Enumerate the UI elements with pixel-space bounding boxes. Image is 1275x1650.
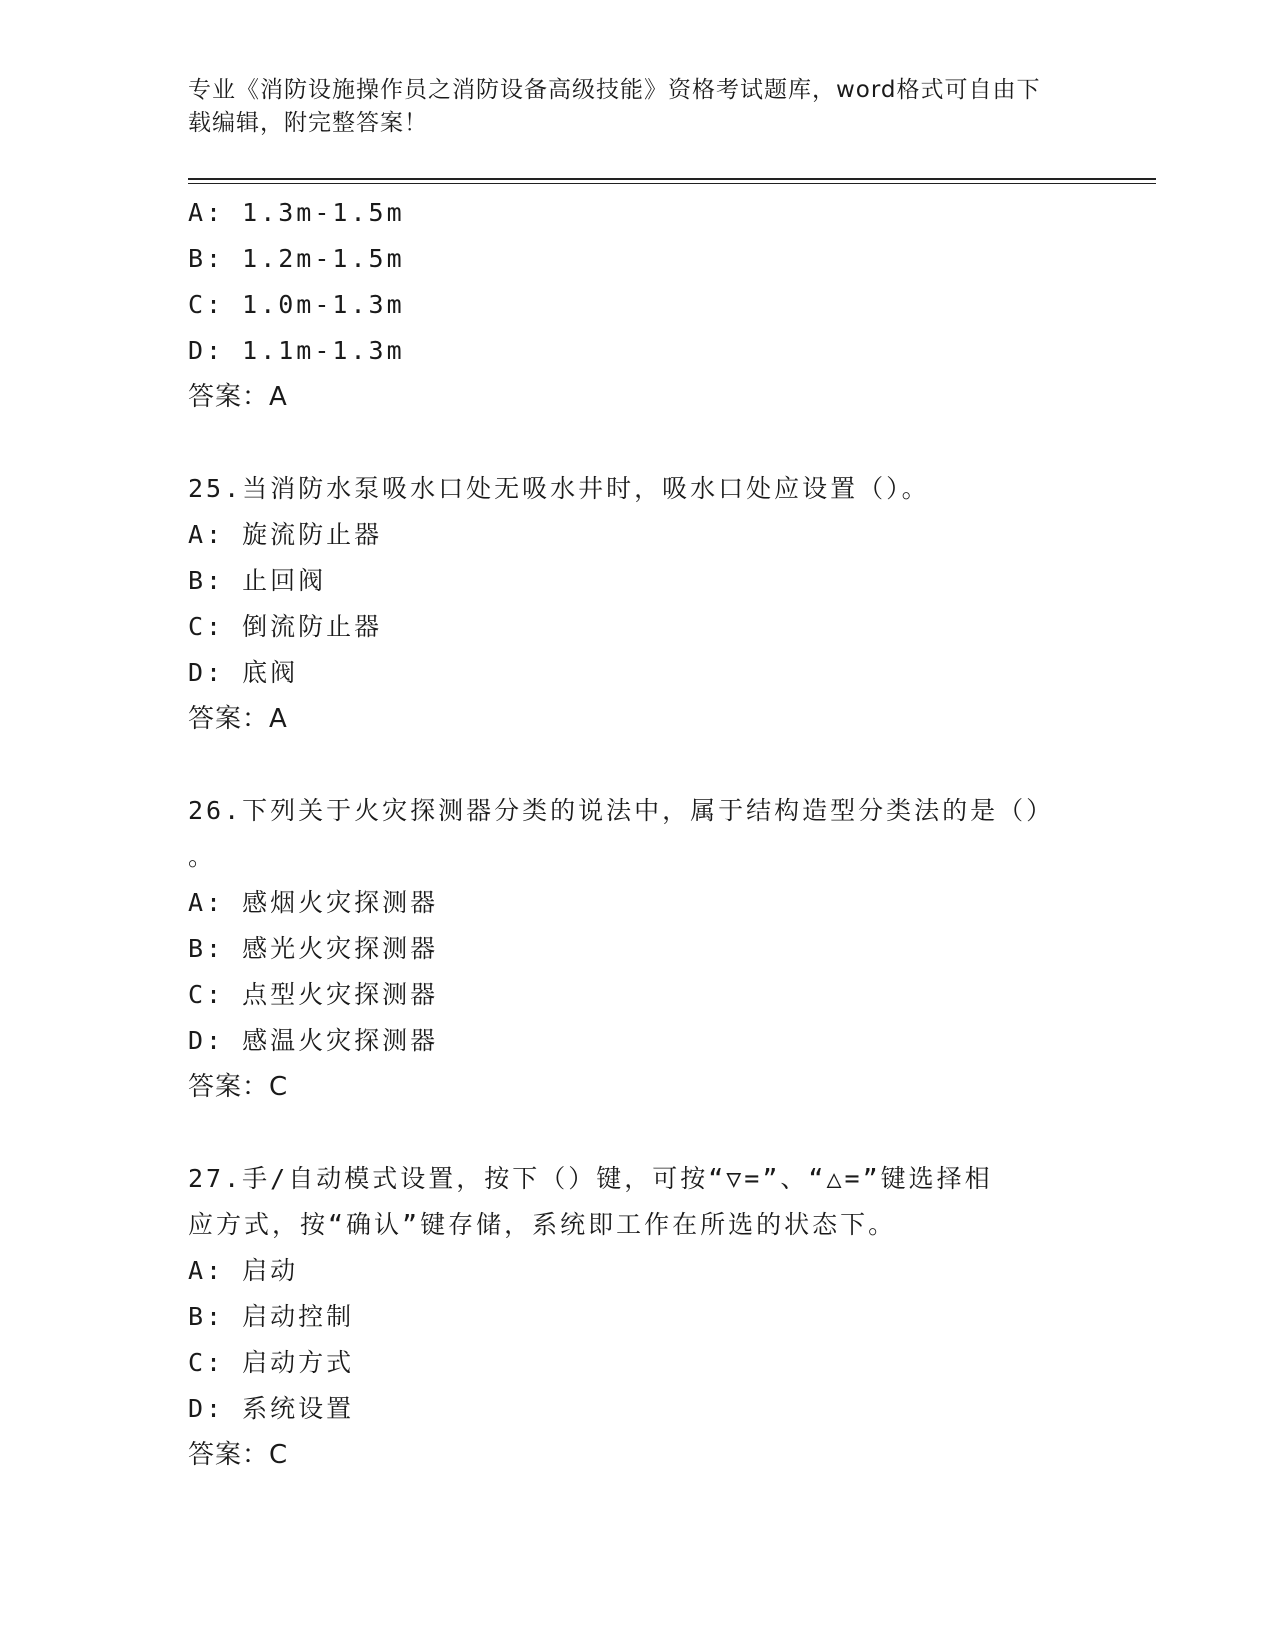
option-c: C: 倒流防止器 xyxy=(188,612,383,641)
option-c: C: 1.0m-1.3m xyxy=(188,290,405,319)
header-line-2: 载编辑，附完整答案！ xyxy=(188,110,428,136)
question-26 xyxy=(188,788,1068,1110)
answer: 答案：A xyxy=(188,704,288,734)
spacer xyxy=(188,1110,1068,1156)
option-a: A: 旋流防止器 xyxy=(188,520,383,549)
option-a: A: 感烟火灾探测器 xyxy=(188,888,439,917)
question-24 xyxy=(188,190,1068,420)
option-d: D: 系统设置 xyxy=(188,1394,355,1423)
answer: 答案：A xyxy=(188,382,288,412)
spacer xyxy=(188,420,1068,466)
answer: 答案：C xyxy=(188,1072,289,1102)
header-line-1: 专业《消防设施操作员之消防设备高级技能》资格考试题库，word格式可自由下 xyxy=(188,77,1041,103)
question-text-line-1: 26.下列关于火灾探测器分类的说法中，属于结构造型分类法的是（） xyxy=(188,796,1055,825)
question-text: 25.当消防水泵吸水口处无吸水井时，吸水口处应设置（）。 xyxy=(188,474,930,503)
option-d: D: 底阀 xyxy=(188,658,299,687)
option-a: A: 1.3m-1.5m xyxy=(188,198,405,227)
answer: 答案：C xyxy=(188,1440,289,1470)
option-d: D: 1.1m-1.3m xyxy=(188,336,405,365)
spacer xyxy=(188,742,1068,788)
document-header xyxy=(188,74,1068,140)
header-divider-thin xyxy=(188,183,1156,184)
question-list xyxy=(188,190,1068,1478)
question-text-line-2: 应方式，按“确认”键存储，系统即工作在所选的状态下。 xyxy=(188,1210,897,1239)
option-c: C: 点型火灾探测器 xyxy=(188,980,439,1009)
option-b: B: 1.2m-1.5m xyxy=(188,244,405,273)
option-b: B: 止回阀 xyxy=(188,566,327,595)
question-text-line-2: 。 xyxy=(188,842,217,871)
question-25 xyxy=(188,466,1068,742)
option-b: B: 启动控制 xyxy=(188,1302,355,1331)
option-c: C: 启动方式 xyxy=(188,1348,355,1377)
option-d: D: 感温火灾探测器 xyxy=(188,1026,439,1055)
header-divider-thick xyxy=(188,178,1156,180)
option-a: A: 启动 xyxy=(188,1256,299,1285)
question-text-line-1: 27.手/自动模式设置，按下（）键，可按“▽=”、“△=”键选择相 xyxy=(188,1164,993,1193)
option-b: B: 感光火灾探测器 xyxy=(188,934,439,963)
question-27 xyxy=(188,1156,1068,1478)
